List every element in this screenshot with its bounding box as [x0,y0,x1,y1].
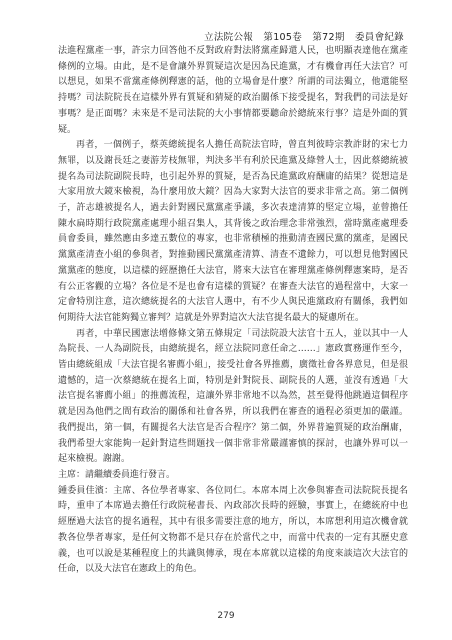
document-body [58,44,408,578]
volume-number: 第105卷 [263,32,303,43]
paragraph: 再者，中華民國憲法增修條文第五條規定「司法院設大法官十五人，並以其中一人為院長、一人為副院長，由總統提名，經立法院同意任命之……」憲政實務運作至今，皆由總統組成「大法官提名審薦小組」，接受社會各界推薦，廣徵社會各界意見，但是很遺憾的，這一次蔡總統在提名上面，特別是針對院長、副院長的人選，並沒有透過「大法官提名審薦小組」的推薦流程，這讓外界非常地不以為然，甚至覺得他跳過這個程序就是因為他們之間有政治的關係和社會各界，所以我們在審查的過程必須更加的嚴謹。我們提出，第一個，有關提名大法官是否合程序？第二個，外界普遍質疑的政治酬庸，我們希望大家能夠一起針對這些問題找一個非常非常嚴謹審慎的探討，也讓外界可以一起來檢視。謝謝。 [58,328,408,465]
speaker-statement: 鍾委員佳濱：主席、各位學者專家、各位同仁。本席本周上次參與審查司法院院長提名時，重申了本席過去擔任行政院秘書長、內政部次長時的經驗，事實上，在總統府中也經歷過大法官的提名過程，其中有很多需要注意的地方，所以，本席想利用這次機會就教各位學者專家，是任何文物都不是只存在於當代之中，而當中代表的一定有其歷史意義，也可以說是某種程度上的共識與傳承，現在本席就以這樣的角度來談這次大法官的任命，以及大法官在憲政上的角色。 [58,485,408,575]
paragraph: 法進程黨產一事，許宗力回答他不反對政府對法將黨產歸還人民，也明顯表達他在黨產條例的立場。由此，是不是會讓外界質疑這次是因為民進黨，才有機會再任大法官？可以想見，如果不當黨產條例釋憲的話，他的立場會是什麼？所謂的司法獨立，他還能堅持嗎？司法院院長在這樣外界有質疑和猜疑的政治關係下接受提名，對我們的司法是好事嗎？是正面嗎？未來是不是司法院的大小事情都要聽命於總統來行事？這是外面的質疑。 [58,46,408,135]
publication-title: 立法院公報 [204,32,254,43]
chair-statement: 主席：請繼續委員進行發言。 [58,469,176,480]
issue-number: 第72期 [312,32,345,43]
section-title: 委員會紀錄 [354,32,404,43]
paragraph: 再者，一個例子，蔡英總統提名人擔任高院法官時，曾直判彼時宗教詐財的宋七力無罪，以及謝長廷之妻游芳枝無罪，判決多半有利於民進黨及綠營人士，因此蔡總統被提名為司法院副院長時，也引起外界的質疑，是否為民進黨政府酬庸的結果？從想這是大家用放大鏡來檢視，為什麼用放大鏡？因為大家對大法官的要求非常之高。第二個例子，許志雄被提名人，過去針對國民黨黨產爭議，多次表達清算的堅定立場，並曾擔任陳水扁時期行政院黨產處理小組召集人，其背後之政治理念非常強烈，當時黨產處理委員會委員，雖然應由多達五數位的專家，也非常積極的推動清查國民黨的黨產，是國民黨黨產清查小組的參與者，對推動國民黨黨產清算、清查不遺餘力，可以想見他對國民黨黨產的態度，以這樣的經歷擔任大法官，將來大法官在審理黨產條例釋憲案時，是否有公正客觀的立場？各位是不是也會有這樣的質疑？在審查大法官的過程當中，大家一定會特別注意，這次總統提名的大法官人選中，有不少人與民進黨政府有關係，我們如何期待大法官能夠獨立審判？這就是外界對這次大法官提名最大的疑慮所在。 [58,140,408,323]
page-header [197,29,404,43]
page-number: 279 [217,611,235,621]
